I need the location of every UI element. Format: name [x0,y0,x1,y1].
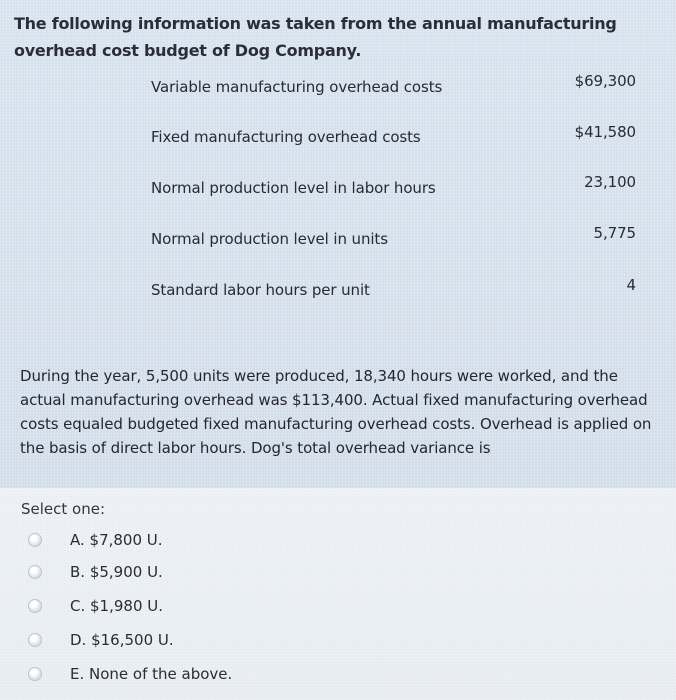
budget-row-value: $41,580 [574,123,636,141]
answer-option-a[interactable] [28,528,358,552]
answer-option-text[interactable]: E. None of the above. [70,665,233,683]
budget-row-value: 4 [626,276,636,294]
budget-row-value: 23,100 [584,173,636,191]
answer-panel [0,488,676,700]
budget-row-label: Normal production level in units [151,230,388,248]
budget-row-label: Variable manufacturing overhead costs [151,78,443,96]
answer-option-c[interactable] [28,594,358,618]
select-one-label: Select one: [21,500,106,518]
radio-button[interactable] [28,533,42,547]
budget-row-label: Fixed manufacturing overhead costs [151,128,421,146]
answer-option-text[interactable]: B. $5,900 U. [70,563,163,581]
answer-option-d[interactable] [28,628,358,652]
answer-option-text[interactable]: C. $1,980 U. [70,597,164,615]
answer-option-b[interactable] [28,560,358,584]
radio-button[interactable] [28,667,42,681]
budget-row-label: Normal production level in labor hours [151,179,436,197]
radio-button[interactable] [28,599,42,613]
answer-option-e[interactable] [28,662,358,686]
question-scenario: During the year, 5,500 units were produced, 18,340 hours were worked, and the actual manufacturing overhead was $113,400. Actual fixed manufacturing overhead costs equaled budgeted fixed manufacturing overhead costs. Overhead is applied on the basis of direct labor hours. Dog's total overhead variance is [20,367,652,457]
radio-button[interactable] [28,633,42,647]
budget-row-value: $69,300 [574,72,636,90]
radio-button[interactable] [28,565,42,579]
answer-option-text[interactable]: A. $7,800 U. [70,531,163,549]
question-intro: The following information was taken from the annual manufacturing overhead cost budget of Dog Company. [14,14,617,60]
budget-row-label: Standard labor hours per unit [151,281,370,299]
answer-option-text[interactable]: D. $16,500 U. [70,631,174,649]
budget-row-value: 5,775 [593,224,636,242]
